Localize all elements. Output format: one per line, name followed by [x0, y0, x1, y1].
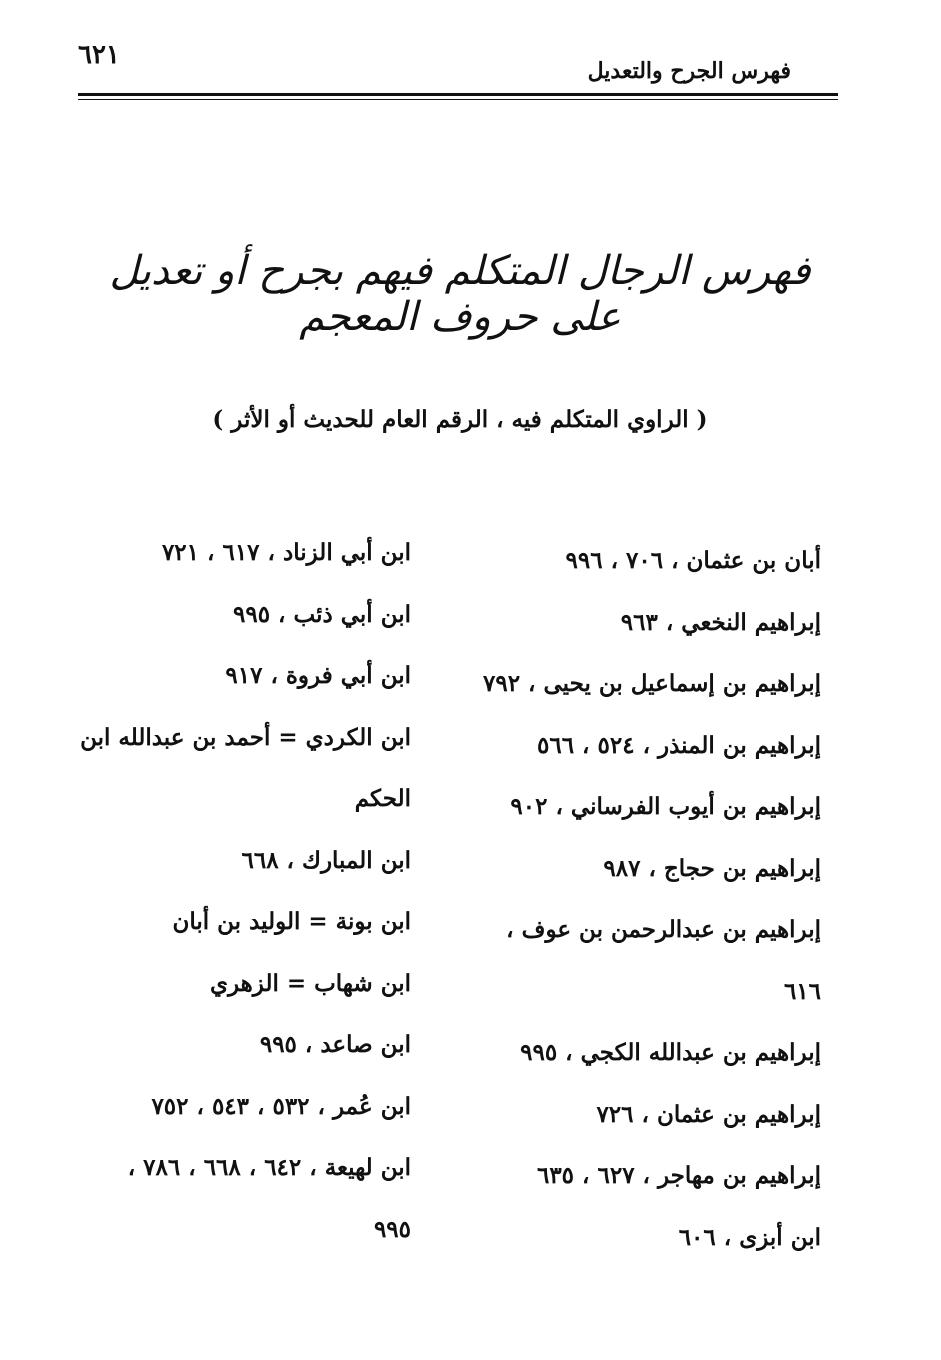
index-entry: إبراهيم بن عثمان ، ٧٢٦: [596, 1100, 821, 1128]
index-column-left: [66, 522, 411, 1260]
index-entry: ابن لهيعة ، ٦٤٢ ، ٦٦٨ ، ٧٨٦ ،: [127, 1154, 411, 1181]
index-entry: ابن صاعد ، ٩٩٥: [259, 1031, 411, 1058]
index-entry: إبراهيم بن مهاجر ، ٦٢٧ ، ٦٣٥: [536, 1162, 821, 1189]
index-entry: أبان بن عثمان ، ٧٠٦ ، ٩٩٦: [565, 547, 821, 574]
index-entry: إبراهيم بن إسماعيل بن يحيى ، ٧٩٢: [482, 670, 821, 697]
index-entry: إبراهيم بن أيوب الفرساني ، ٩٠٢: [510, 793, 821, 820]
index-entry: إبراهيم بن المنذر ، ٥٢٤ ، ٥٦٦: [536, 731, 821, 759]
index-entry: إبراهيم النخعي ، ٩٦٣: [620, 608, 821, 636]
index-entry: ابن أبي فروة ، ٩١٧: [225, 662, 411, 689]
index-entry: ابن أبزى ، ٦٠٦: [678, 1223, 821, 1251]
index-entry: إبراهيم بن حجاج ، ٩٨٧: [603, 854, 821, 882]
index-entry: إبراهيم بن عبدالله الكجي ، ٩٩٥: [520, 1039, 821, 1066]
index-entry: ابن المبارك ، ٦٦٨: [241, 846, 411, 874]
index-entry: ابن عُمر ، ٥٣٢ ، ٥٤٣ ، ٧٥٢: [151, 1092, 411, 1120]
index-title: فهرس الرجال المتكلم فيهم بجرح أو تعديل على حروف المعجم: [109, 248, 811, 340]
index-entry: ٦١٦: [783, 977, 821, 1005]
index-entry: ابن أبي ذئب ، ٩٩٥: [232, 600, 411, 628]
index-entry: الحكم: [354, 785, 411, 812]
index-entry: ٩٩٥: [373, 1215, 411, 1243]
index-column-right: [471, 530, 821, 1268]
index-entry: ابن الكردي = أحمد بن عبدالله ابن: [80, 723, 411, 751]
index-entry: إبراهيم بن عبدالرحمن بن عوف ،: [506, 916, 821, 943]
index-entry: ابن أبي الزناد ، ٦١٧ ، ٧٢١: [161, 539, 411, 566]
header-rule: [78, 93, 838, 96]
page-number: ٦٢١: [78, 40, 120, 70]
header-rule-thin: [78, 99, 838, 100]
index-entry: ابن شهاب = الزهري: [209, 969, 411, 997]
index-subtitle: ( الراوي المتكلم فيه ، الرقم العام للحديث أو الأثر ): [212, 406, 708, 433]
running-header: فهرس الجرح والتعديل: [587, 58, 791, 84]
index-entry: ابن بونة = الوليد بن أبان: [172, 908, 411, 935]
